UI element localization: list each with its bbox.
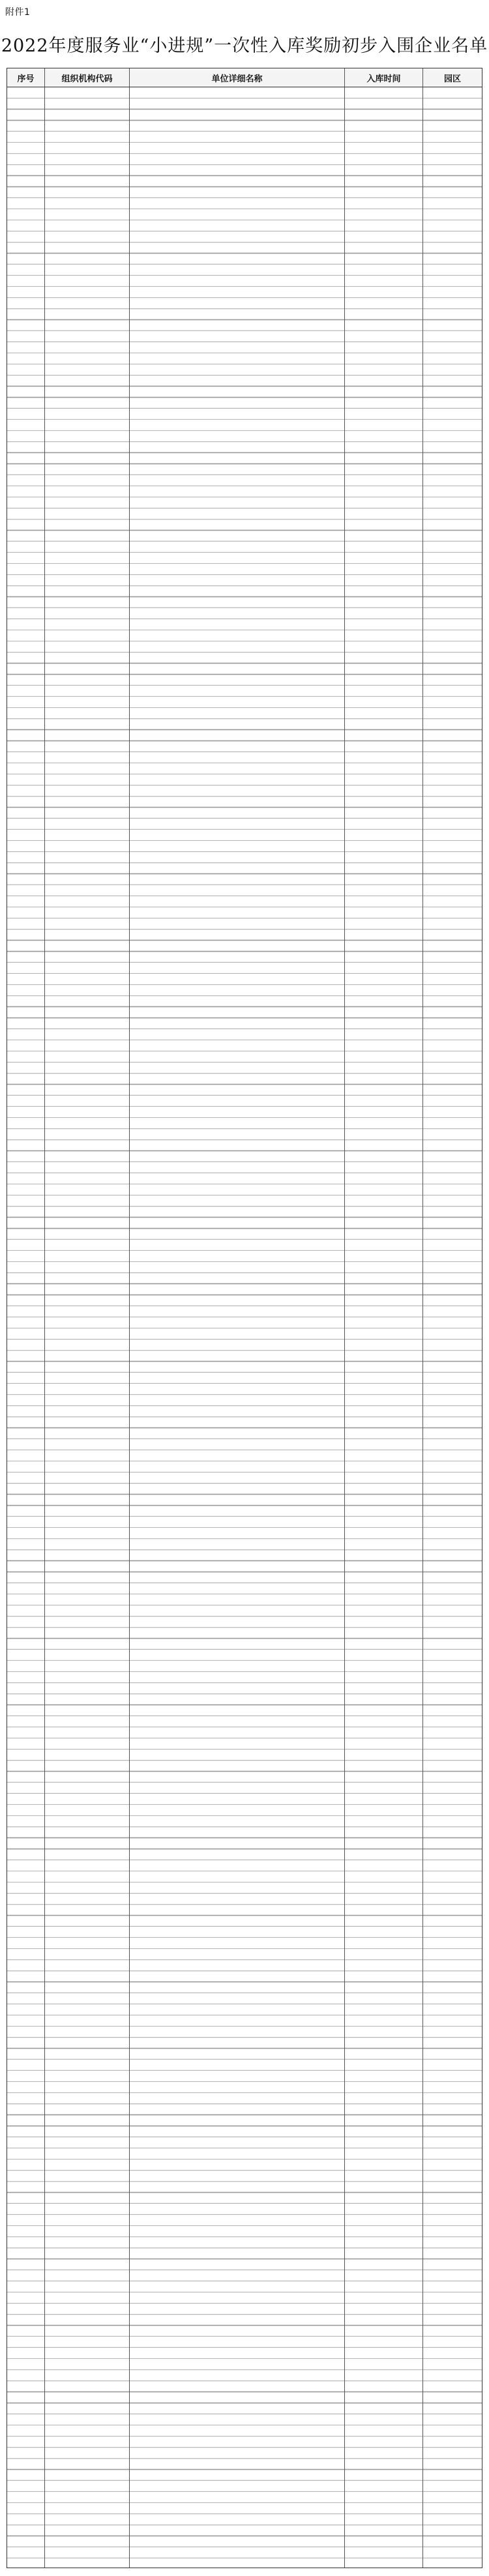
header-organization-code: 组织机构代码 — [45, 68, 130, 87]
attachment-label: 附件1 — [5, 7, 31, 18]
header-company-name: 单位详细名称 — [130, 68, 345, 87]
column-rule — [7, 68, 45, 2568]
header-serial-number: 序号 — [7, 68, 45, 87]
column-rule — [423, 68, 482, 2568]
header-registration-date: 入库时间 — [345, 68, 423, 87]
document-title: 2022年度服务业“小进规”一次性入库奖励初步入围企业名单 — [1, 36, 488, 56]
table-header-row — [7, 68, 482, 87]
header-park: 园区 — [443, 74, 461, 84]
table-column-lines — [7, 68, 482, 2568]
column-rule — [45, 68, 130, 2568]
column-rule — [345, 68, 423, 2568]
column-rule — [130, 68, 345, 2568]
enterprise-list-table — [7, 68, 482, 2568]
